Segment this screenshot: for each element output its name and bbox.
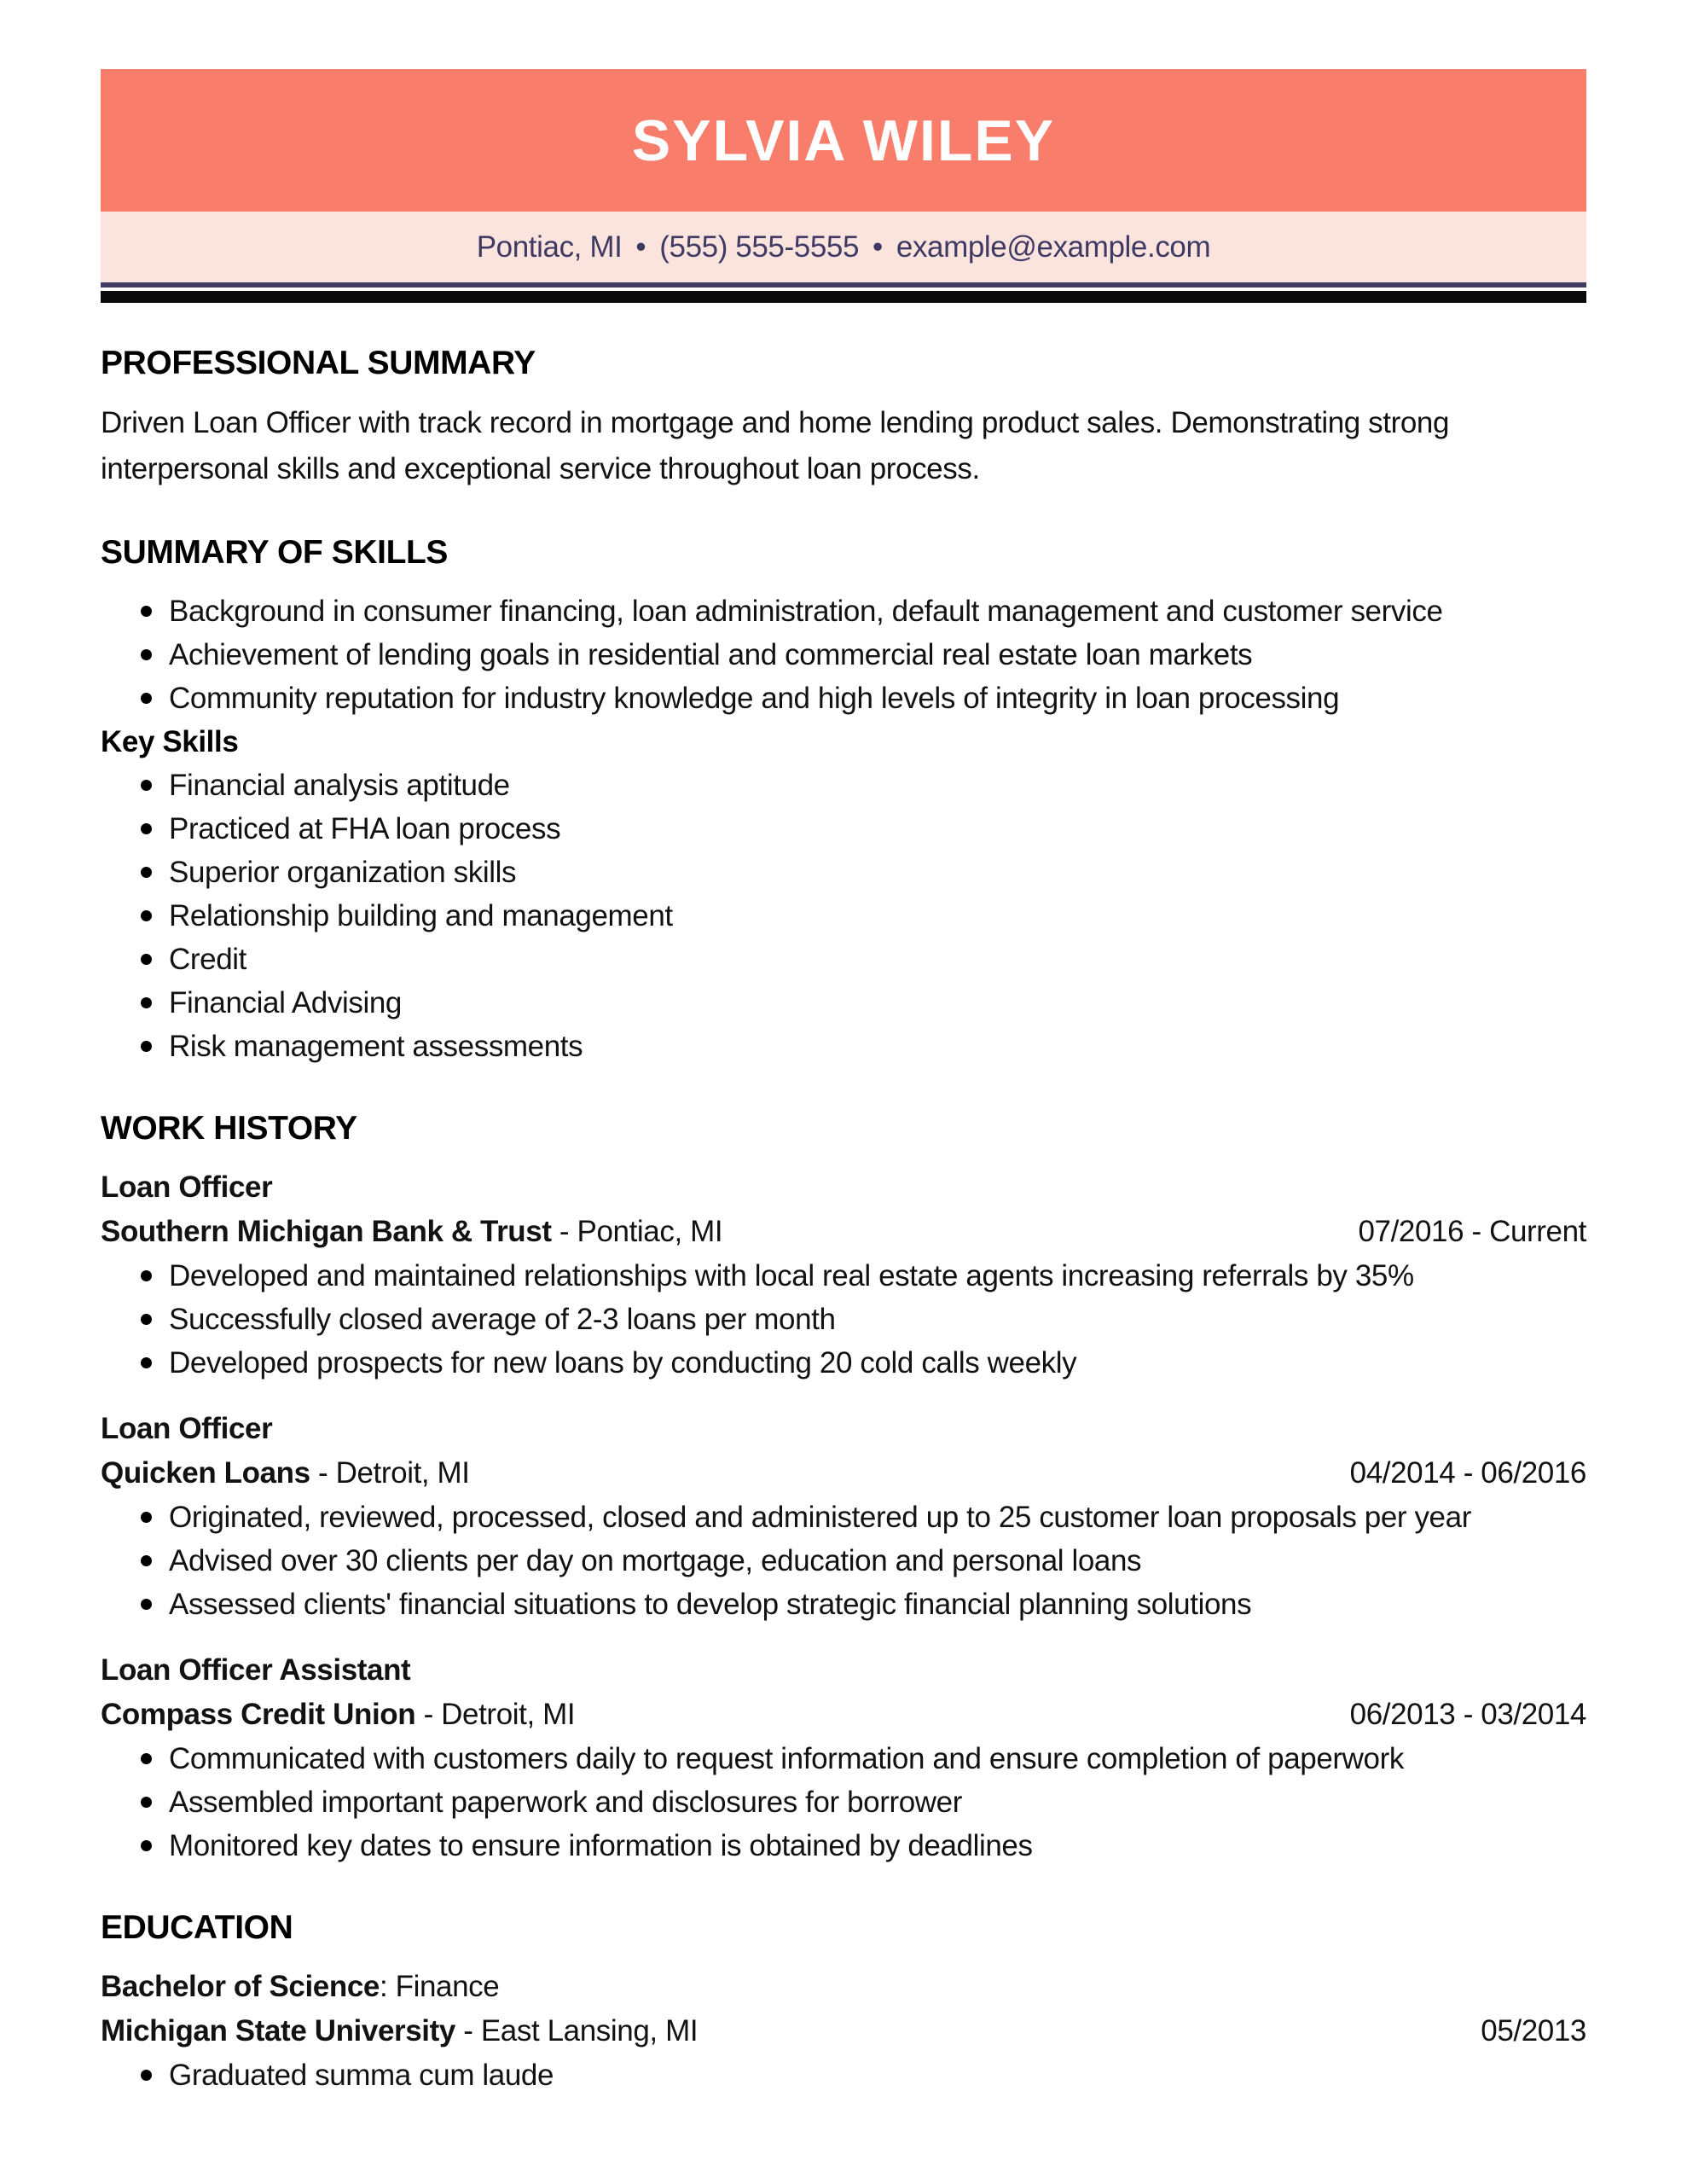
key-skill-bullet-item: Financial Advising	[101, 981, 1586, 1025]
job-company-location: - Pontiac, MI	[551, 1215, 723, 1248]
job-company-row	[101, 1693, 1586, 1737]
skill-bullet-item: Community reputation for industry knowledge and high levels of integrity in loan processing	[101, 677, 1586, 720]
job-bullet-item: Successfully closed average of 2-3 loans per month	[101, 1298, 1586, 1341]
job-company-location: - Detroit, MI	[310, 1456, 470, 1490]
contact-location: Pontiac, MI	[476, 229, 623, 264]
contact-separator-dot: •	[872, 229, 883, 264]
education-degree-row	[101, 1965, 1586, 2009]
education-degree-field: : Finance	[379, 1970, 500, 2003]
education-school-row	[101, 2009, 1586, 2053]
key-skill-bullet-item: Financial analysis aptitude	[101, 764, 1586, 807]
job-bullet-item: Assembled important paperwork and disclosures for borrower	[101, 1780, 1586, 1824]
contact-separator-dot: •	[635, 229, 646, 264]
job-entry	[101, 1407, 1586, 1626]
job-title: Loan Officer	[101, 1412, 273, 1445]
skills-bullet-list	[101, 590, 1586, 720]
summary-of-skills-heading: SUMMARY OF SKILLS	[101, 534, 449, 571]
key-skill-bullet-item: Risk management assessments	[101, 1025, 1586, 1068]
education-school-name: Michigan State University	[101, 2014, 455, 2048]
job-bullet-item: Originated, reviewed, processed, closed and administered up to 25 customer loan proposals per year	[101, 1496, 1586, 1539]
education-degree-line	[101, 1965, 499, 2009]
skill-bullet-item: Achievement of lending goals in residential and commercial real estate loan markets	[101, 633, 1586, 677]
key-skill-bullet-item: Credit	[101, 938, 1586, 981]
job-entry	[101, 1648, 1586, 1867]
job-company-name: Quicken Loans	[101, 1456, 310, 1490]
skill-bullet-item: Background in consumer financing, loan administration, default management and customer service	[101, 590, 1586, 633]
job-title: Loan Officer Assistant	[101, 1653, 411, 1687]
job-company-name: Southern Michigan Bank & Trust	[101, 1215, 552, 1248]
education-bullet-item: Graduated summa cum laude	[101, 2053, 1586, 2097]
job-company-row	[101, 1451, 1586, 1496]
summary-line: interpersonal skills and exceptional service throughout loan process.	[101, 452, 980, 485]
education-school-line	[101, 2009, 698, 2053]
key-skill-bullet-item: Superior organization skills	[101, 851, 1586, 894]
job-bullet-item: Communicated with customers daily to request information and ensure completion of paperwork	[101, 1737, 1586, 1780]
work-history-list	[101, 1165, 1586, 1867]
job-company-line	[101, 1210, 722, 1254]
professional-summary-paragraph	[101, 400, 1586, 492]
job-entry	[101, 1165, 1586, 1385]
job-company-row	[101, 1210, 1586, 1254]
job-company-name: Compass Credit Union	[101, 1698, 416, 1731]
job-company-location: - Detroit, MI	[415, 1698, 576, 1731]
education-date: 05/2013	[1481, 2014, 1586, 2048]
education-degree: Bachelor of Science	[101, 1970, 380, 2003]
education-bullet-list	[101, 2053, 1586, 2097]
header-contact-band	[101, 212, 1586, 282]
job-bullet-list	[101, 1254, 1586, 1385]
candidate-name: SYLVIA WILEY	[631, 107, 1056, 173]
job-date-range: 07/2016 - Current	[1358, 1215, 1586, 1248]
key-skills-bullet-list	[101, 764, 1586, 1068]
key-skill-bullet-item: Relationship building and management	[101, 894, 1586, 938]
job-bullet-item: Assessed clients' financial situations to develop strategic financial planning solutions	[101, 1583, 1586, 1626]
work-history-heading: WORK HISTORY	[101, 1110, 357, 1147]
job-bullet-item: Developed and maintained relationships with local real estate agents increasing referrals by 35%	[101, 1254, 1586, 1298]
job-bullet-list	[101, 1496, 1586, 1626]
job-title: Loan Officer	[101, 1170, 273, 1204]
key-skills-label: Key Skills	[101, 725, 239, 758]
divider-black-rule	[101, 291, 1586, 303]
job-date-range: 06/2013 - 03/2014	[1349, 1698, 1586, 1731]
job-bullet-item: Advised over 30 clients per day on mortgage, education and personal loans	[101, 1539, 1586, 1583]
summary-line: Driven Loan Officer with track record in mortgage and home lending product sales. Demonstrating strong	[101, 406, 1450, 439]
contact-email: example@example.com	[896, 229, 1211, 264]
education-heading: EDUCATION	[101, 1909, 293, 1946]
job-date-range: 04/2014 - 06/2016	[1349, 1456, 1586, 1490]
job-company-line	[101, 1451, 470, 1496]
education-school-location: - East Lansing, MI	[455, 2014, 699, 2048]
contact-phone: (555) 555-5555	[659, 229, 860, 264]
job-bullet-item: Developed prospects for new loans by conducting 20 cold calls weekly	[101, 1341, 1586, 1385]
key-skill-bullet-item: Practiced at FHA loan process	[101, 807, 1586, 851]
job-bullet-item: Monitored key dates to ensure information is obtained by deadlines	[101, 1824, 1586, 1867]
job-bullet-list	[101, 1737, 1586, 1867]
professional-summary-heading: PROFESSIONAL SUMMARY	[101, 345, 536, 381]
header-name-band	[101, 69, 1586, 212]
job-company-line	[101, 1693, 575, 1737]
